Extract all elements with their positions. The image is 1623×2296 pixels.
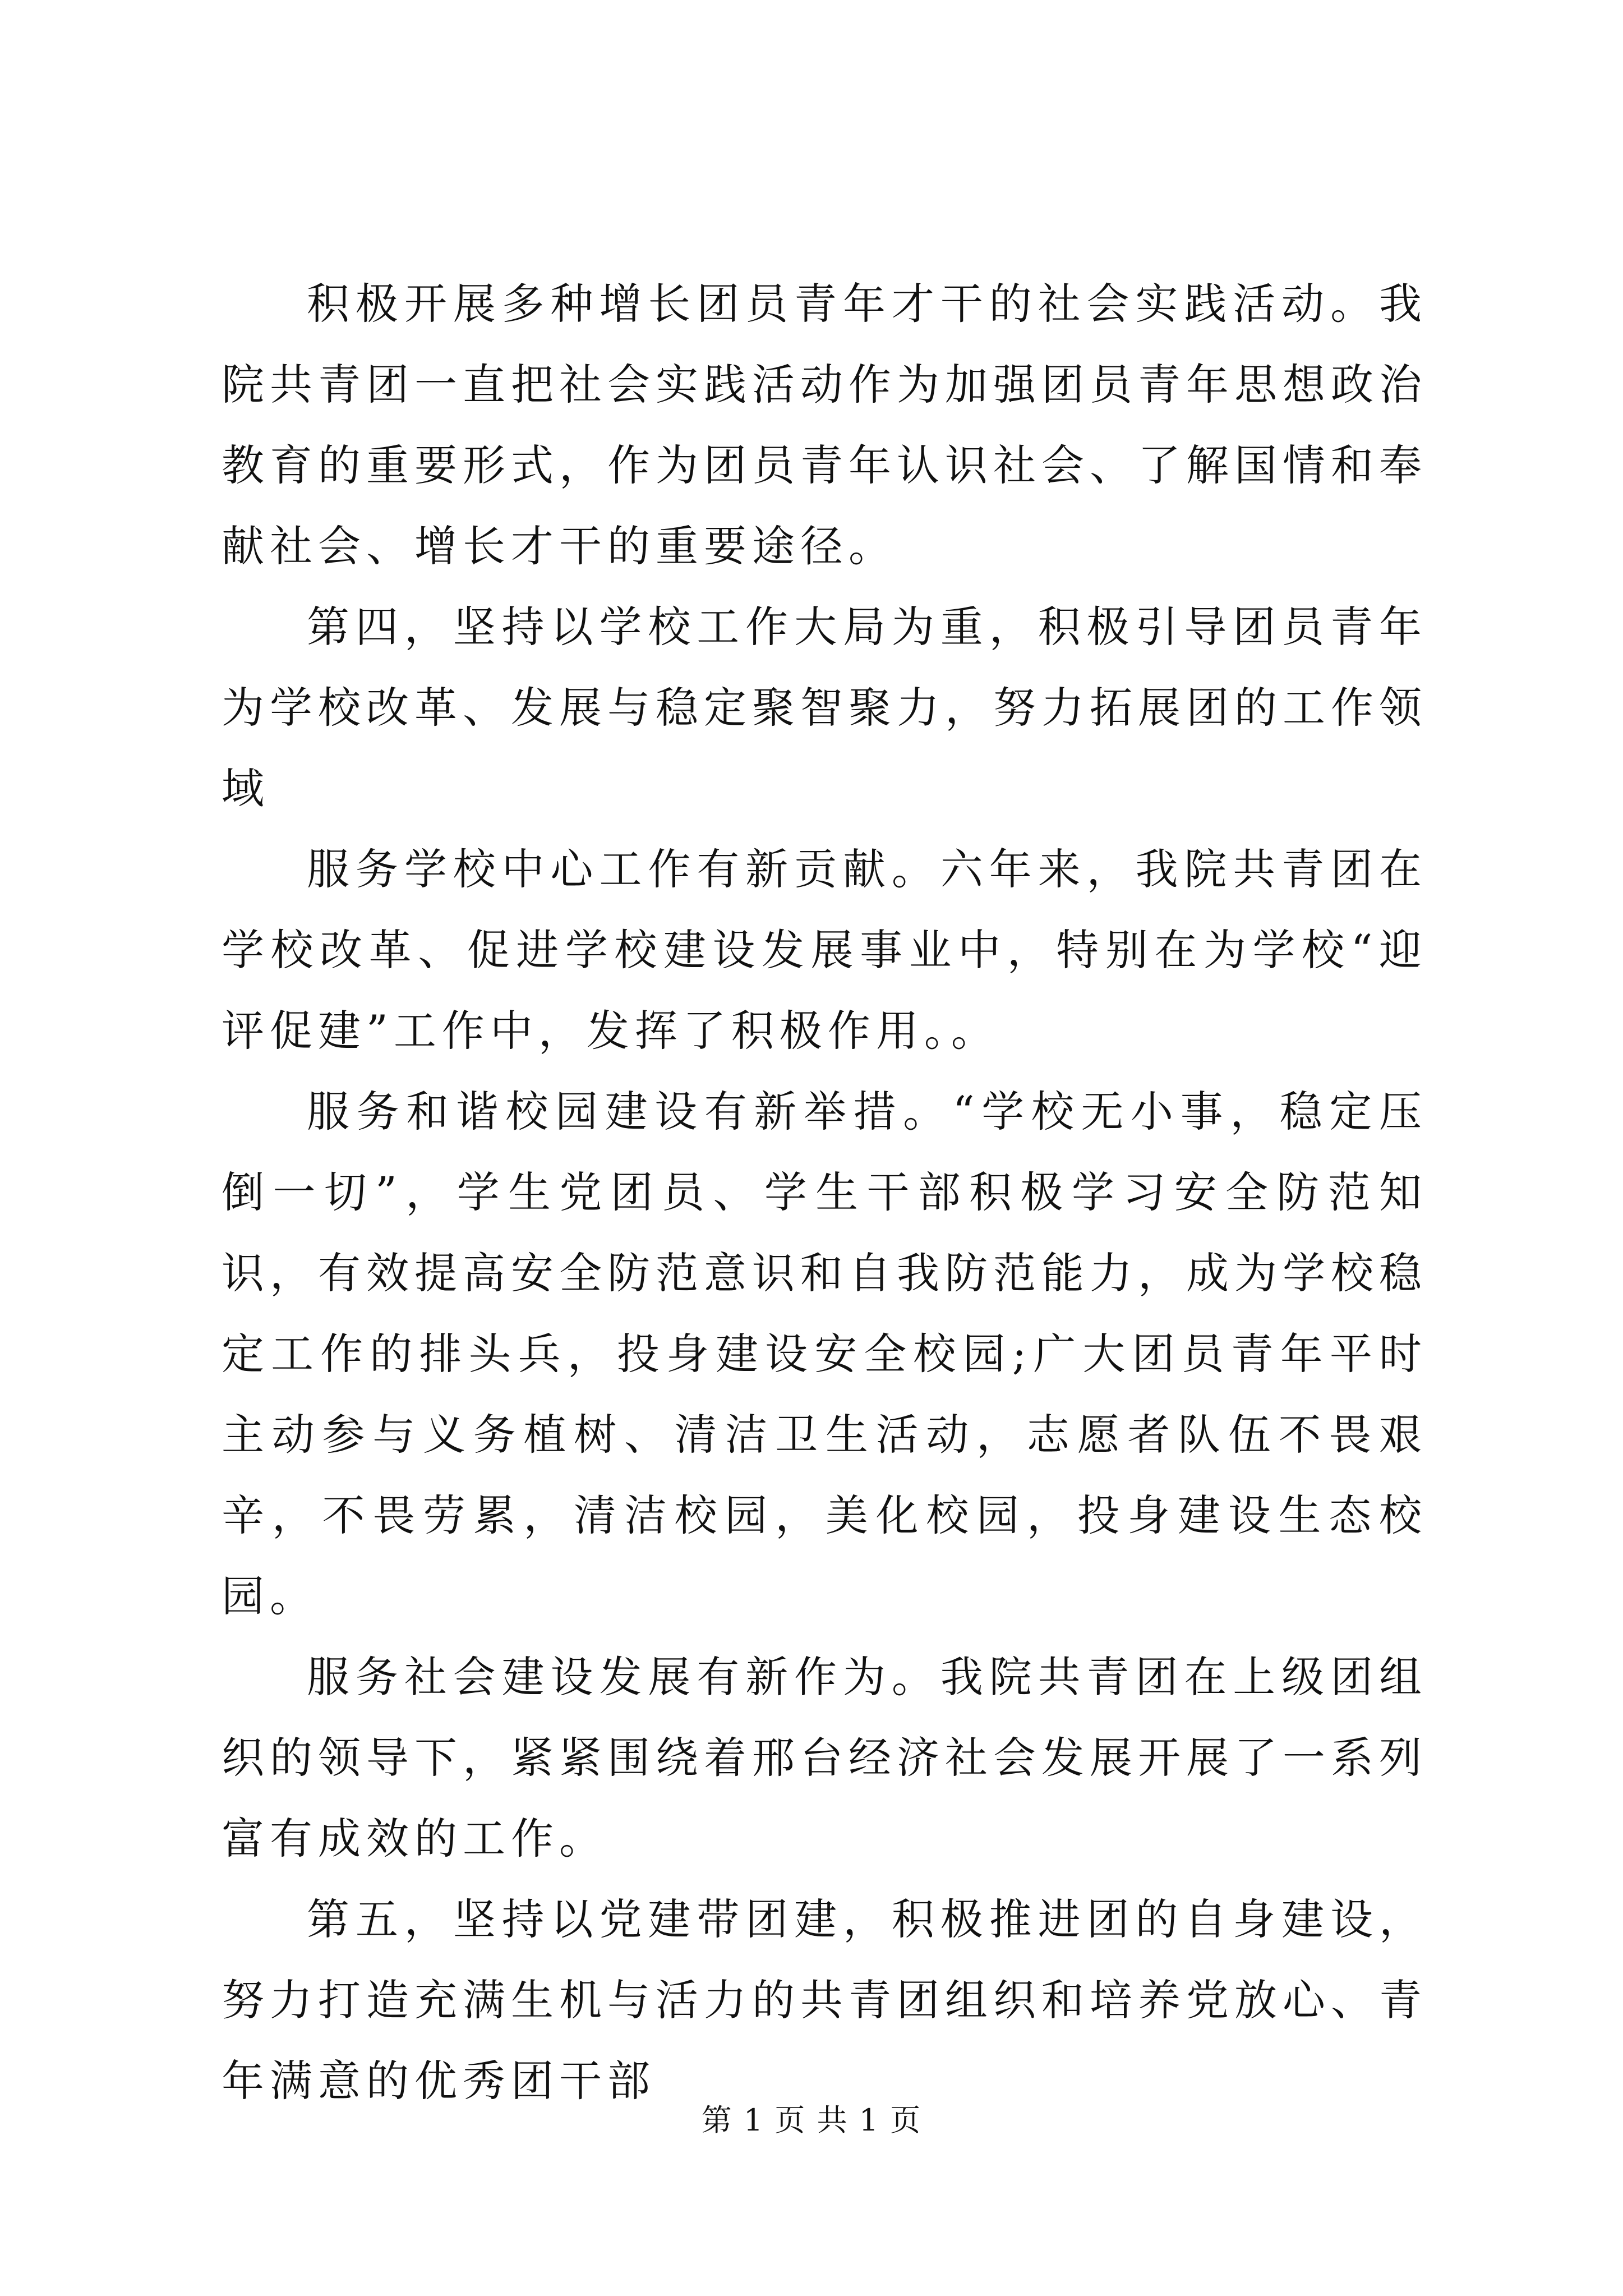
page-number-footer: 第 1 页 共 1 页: [701, 2102, 922, 2138]
paragraph-fifth-point: 第五，坚持以党建带团建，积极推进团的自身建设，努力打造充满生机与活力的共青团组织和培养党放心、青年满意的优秀团干部: [222, 1894, 1427, 2106]
paragraph-fourth-point: 第四，坚持以学校工作大局为重，积极引导团员青年为学校改革、发展与稳定聚智聚力，努力拓展团的工作领域: [222, 602, 1427, 813]
document-body: [222, 264, 1427, 2122]
paragraph-social-practice: 积极开展多种增长团员青年才干的社会实践活动。我院共青团一直把社会实践活动作为加强团员青年思想政治教育的重要形式，作为团员青年认识社会、了解国情和奉献社会、增长才干的重要途径。: [222, 279, 1427, 571]
paragraph-harmonious-campus: 服务和谐校园建设有新举措。“学校无小事，稳定压倒一切”，学生党团员、学生干部积极学习安全防范知识，有效提高安全防范意识和自我防范能力，成为学校稳定工作的排头兵，投身建设安全校园;广大团员青年平时主动参与义务植树、清洁卫生活动，志愿者队伍不畏艰辛，不畏劳累，清洁校园，美化校园，投身建设生态校园。: [222, 1087, 1427, 1621]
paragraph-school-center-work: 服务学校中心工作有新贡献。六年来，我院共青团在学校改革、促进学校建设发展事业中，特别在为学校“迎评促建”工作中，发挥了积极作用。。: [222, 844, 1427, 1056]
paragraph-social-development: 服务社会建设发展有新作为。我院共青团在上级团组织的领导下，紧紧围绕着邢台经济社会发展开展了一系列富有成效的工作。: [222, 1652, 1427, 1864]
